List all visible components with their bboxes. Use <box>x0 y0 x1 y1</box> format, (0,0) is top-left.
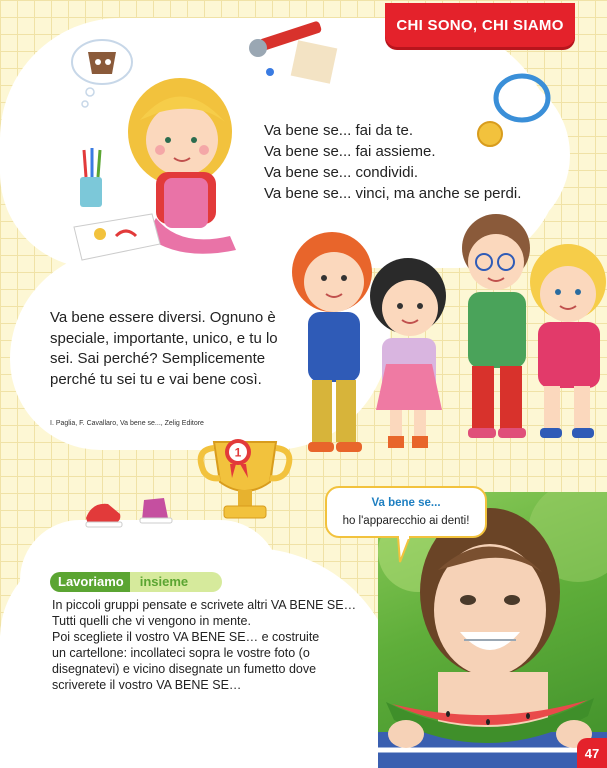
activity-line: Tutti quelli che vi vengono in mente. <box>52 614 251 628</box>
activity-label-part1: Lavoriamo <box>50 572 130 592</box>
poem-verse <box>264 120 521 204</box>
activity-label-part2: insieme <box>130 572 222 592</box>
tools-illustration <box>240 14 350 94</box>
poem-line: Va bene se... vinci, ma anche se perdi. <box>264 185 522 202</box>
activity-line: Poi scegliete il vostro VA BENE SE… e costruite <box>52 630 320 644</box>
poem-line: Va bene se... fai assieme. <box>264 143 436 160</box>
poem-line: Va bene se... condividi. <box>264 164 418 181</box>
speech-bubble-title: Va bene se... <box>371 497 441 509</box>
activity-instructions <box>52 597 372 693</box>
speech-bubble-tail <box>396 536 416 564</box>
trophy-illustration <box>190 420 300 530</box>
children-group-illustration <box>282 214 607 464</box>
activity-line: In piccoli gruppi pensate e scrivete altri VA BENE SE… <box>52 598 357 612</box>
speech-bubble-text: ho l'apparecchio ai denti! <box>342 515 470 527</box>
section-title-banner: CHI SONO, CHI SIAMO <box>385 3 575 47</box>
girl-drawing-illustration <box>60 22 270 262</box>
activity-line: disegnatevi) e vicino disegnate un fumetto dove <box>52 662 317 676</box>
activity-label <box>50 572 222 592</box>
source-credit: I. Paglia, F. Cavallaro, Va bene se..., Zelig Editore <box>50 420 204 427</box>
poem-line: Va bene se... fai da te. <box>264 122 413 139</box>
sneakers-illustration <box>82 488 182 534</box>
activity-line: un cartellone: incollateci sopra le vostre foto (o <box>52 646 310 660</box>
trophy-badge-number: 1 <box>234 445 242 460</box>
page-number: 47 <box>577 738 607 768</box>
speech-bubble <box>325 486 487 538</box>
activity-line: scriverete il vostro VA BENE SE… <box>52 678 242 692</box>
diversity-paragraph: Va bene essere diversi. Ognuno è speciale, importante, unico, e tu lo sei. Sai perché? Semplicemente perché tu sei tu e vai bene così. <box>50 309 278 388</box>
